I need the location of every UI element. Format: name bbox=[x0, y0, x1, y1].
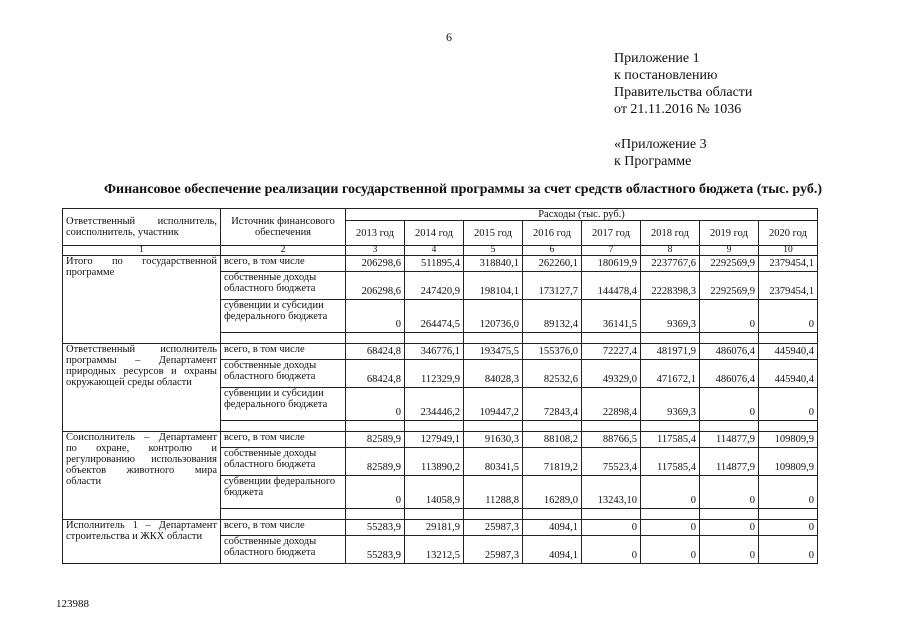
value-cell: 264474,5 bbox=[405, 300, 464, 333]
value-cell: 193475,5 bbox=[464, 344, 523, 360]
column-index: 8 bbox=[641, 246, 700, 256]
value-cell: 0 bbox=[641, 536, 700, 564]
value-cell: 0 bbox=[346, 300, 405, 333]
value-cell: 155376,0 bbox=[523, 344, 582, 360]
value-cell: 4094,1 bbox=[523, 536, 582, 564]
document-title: Финансовое обеспечение реализации государственной программы за счет средств областного бюджета (тыс. руб.) bbox=[104, 182, 822, 197]
value-cell: 16289,0 bbox=[523, 476, 582, 509]
year-header: 2014 год bbox=[405, 221, 464, 246]
value-cell: 0 bbox=[582, 536, 641, 564]
spacer-cell bbox=[641, 421, 700, 432]
value-cell: 511895,4 bbox=[405, 256, 464, 272]
spacer-cell bbox=[582, 509, 641, 520]
header-expenses: Расходы (тыс. руб.) bbox=[346, 209, 818, 221]
value-cell: 2228398,3 bbox=[641, 272, 700, 300]
spacer-cell bbox=[523, 333, 582, 344]
value-cell: 82589,9 bbox=[346, 432, 405, 448]
value-cell: 346776,1 bbox=[405, 344, 464, 360]
page-code: 123988 bbox=[56, 598, 89, 610]
value-cell: 318840,1 bbox=[464, 256, 523, 272]
column-index: 6 bbox=[523, 246, 582, 256]
appendix2-line: «Приложение 3 bbox=[614, 137, 707, 152]
column-index: 1 bbox=[63, 246, 221, 256]
value-cell: 89132,4 bbox=[523, 300, 582, 333]
year-header: 2017 год bbox=[582, 221, 641, 246]
spacer-cell bbox=[346, 421, 405, 432]
source-cell: всего, в том числе bbox=[221, 256, 346, 272]
value-cell: 0 bbox=[700, 388, 759, 421]
source-cell: субвенции федерального бюджета bbox=[221, 476, 346, 509]
value-cell: 36141,5 bbox=[582, 300, 641, 333]
value-cell: 0 bbox=[641, 520, 700, 536]
year-header: 2020 год bbox=[759, 221, 818, 246]
value-cell: 0 bbox=[582, 520, 641, 536]
source-cell: всего, в том числе bbox=[221, 344, 346, 360]
value-cell: 127949,1 bbox=[405, 432, 464, 448]
appendix2-line: к Программе bbox=[614, 154, 692, 169]
value-cell: 173127,7 bbox=[523, 272, 582, 300]
value-cell: 0 bbox=[700, 536, 759, 564]
spacer-cell bbox=[582, 333, 641, 344]
value-cell: 445940,4 bbox=[759, 360, 818, 388]
spacer-cell bbox=[346, 509, 405, 520]
appendix-line: Правительства области bbox=[614, 85, 753, 100]
value-cell: 112329,9 bbox=[405, 360, 464, 388]
value-cell: 55283,9 bbox=[346, 520, 405, 536]
value-cell: 13243,10 bbox=[582, 476, 641, 509]
value-cell: 72843,4 bbox=[523, 388, 582, 421]
value-cell: 71819,2 bbox=[523, 448, 582, 476]
column-index: 2 bbox=[221, 246, 346, 256]
year-header: 2019 год bbox=[700, 221, 759, 246]
value-cell: 0 bbox=[641, 476, 700, 509]
value-cell: 2379454,1 bbox=[759, 256, 818, 272]
spacer-cell bbox=[700, 509, 759, 520]
column-index: 3 bbox=[346, 246, 405, 256]
value-cell: 0 bbox=[759, 536, 818, 564]
value-cell: 0 bbox=[346, 388, 405, 421]
column-index: 7 bbox=[582, 246, 641, 256]
value-cell: 144478,4 bbox=[582, 272, 641, 300]
value-cell: 29181,9 bbox=[405, 520, 464, 536]
year-header: 2013 год bbox=[346, 221, 405, 246]
value-cell: 13212,5 bbox=[405, 536, 464, 564]
spacer-cell bbox=[346, 333, 405, 344]
value-cell: 180619,9 bbox=[582, 256, 641, 272]
value-cell: 4094,1 bbox=[523, 520, 582, 536]
spacer-cell bbox=[405, 333, 464, 344]
column-index: 4 bbox=[405, 246, 464, 256]
spacer-cell bbox=[759, 421, 818, 432]
value-cell: 2292569,9 bbox=[700, 256, 759, 272]
value-cell: 113890,2 bbox=[405, 448, 464, 476]
page-number: 6 bbox=[446, 30, 452, 44]
executor-cell: Соисполнитель – Департамент по охране, контролю и регулированию использования объектов животного мира области bbox=[63, 432, 221, 520]
source-cell: субвенции и субсидии федерального бюджета bbox=[221, 300, 346, 333]
value-cell: 109809,9 bbox=[759, 432, 818, 448]
value-cell: 109809,9 bbox=[759, 448, 818, 476]
spacer-cell bbox=[641, 509, 700, 520]
value-cell: 0 bbox=[759, 300, 818, 333]
table-row bbox=[63, 432, 818, 448]
source-cell: собственные доходы областного бюджета bbox=[221, 272, 346, 300]
value-cell: 84028,3 bbox=[464, 360, 523, 388]
spacer-cell bbox=[221, 333, 346, 344]
value-cell: 25987,3 bbox=[464, 520, 523, 536]
value-cell: 0 bbox=[700, 520, 759, 536]
appendix2-header bbox=[614, 136, 707, 170]
value-cell: 75523,4 bbox=[582, 448, 641, 476]
value-cell: 2237767,6 bbox=[641, 256, 700, 272]
value-cell: 114877,9 bbox=[700, 448, 759, 476]
value-cell: 481971,9 bbox=[641, 344, 700, 360]
table-row bbox=[63, 520, 818, 536]
value-cell: 2379454,1 bbox=[759, 272, 818, 300]
value-cell: 206298,6 bbox=[346, 272, 405, 300]
header-source: Источник финансового обеспечения bbox=[221, 209, 346, 246]
value-cell: 25987,3 bbox=[464, 536, 523, 564]
value-cell: 14058,9 bbox=[405, 476, 464, 509]
value-cell: 82532,6 bbox=[523, 360, 582, 388]
value-cell: 22898,4 bbox=[582, 388, 641, 421]
spacer-cell bbox=[700, 333, 759, 344]
source-cell: собственные доходы областного бюджета bbox=[221, 448, 346, 476]
year-header: 2016 год bbox=[523, 221, 582, 246]
source-cell: собственные доходы областного бюджета bbox=[221, 360, 346, 388]
year-header: 2015 год bbox=[464, 221, 523, 246]
value-cell: 486076,4 bbox=[700, 360, 759, 388]
table-body bbox=[63, 256, 818, 564]
value-cell: 0 bbox=[759, 476, 818, 509]
executor-cell: Итого по государственной программе bbox=[63, 256, 221, 344]
appendix-header bbox=[614, 50, 752, 118]
value-cell: 68424,8 bbox=[346, 360, 405, 388]
source-cell: всего, в том числе bbox=[221, 520, 346, 536]
column-index: 5 bbox=[464, 246, 523, 256]
index-header-row bbox=[63, 246, 818, 256]
spacer-cell bbox=[759, 509, 818, 520]
source-cell: субвенции и субсидии федерального бюджета bbox=[221, 388, 346, 421]
value-cell: 486076,4 bbox=[700, 344, 759, 360]
value-cell: 0 bbox=[759, 388, 818, 421]
spacer-cell bbox=[464, 421, 523, 432]
value-cell: 88108,2 bbox=[523, 432, 582, 448]
value-cell: 117585,4 bbox=[641, 432, 700, 448]
appendix-line: Приложение 1 bbox=[614, 51, 700, 66]
value-cell: 445940,4 bbox=[759, 344, 818, 360]
value-cell: 9369,3 bbox=[641, 388, 700, 421]
value-cell: 117585,4 bbox=[641, 448, 700, 476]
value-cell: 198104,1 bbox=[464, 272, 523, 300]
value-cell: 55283,9 bbox=[346, 536, 405, 564]
value-cell: 80341,5 bbox=[464, 448, 523, 476]
value-cell: 0 bbox=[759, 520, 818, 536]
value-cell: 0 bbox=[700, 300, 759, 333]
spacer-cell bbox=[523, 421, 582, 432]
column-index: 10 bbox=[759, 246, 818, 256]
value-cell: 49329,0 bbox=[582, 360, 641, 388]
appendix-line: от 21.11.2016 № 1036 bbox=[614, 102, 742, 117]
value-cell: 2292569,9 bbox=[700, 272, 759, 300]
value-cell: 72227,4 bbox=[582, 344, 641, 360]
spacer-cell bbox=[523, 509, 582, 520]
value-cell: 247420,9 bbox=[405, 272, 464, 300]
value-cell: 234446,2 bbox=[405, 388, 464, 421]
spacer-cell bbox=[582, 421, 641, 432]
appendix-line: к постановлению bbox=[614, 68, 718, 83]
value-cell: 88766,5 bbox=[582, 432, 641, 448]
spacer-cell bbox=[221, 509, 346, 520]
value-cell: 206298,6 bbox=[346, 256, 405, 272]
finance-table bbox=[62, 208, 818, 564]
spacer-cell bbox=[641, 333, 700, 344]
executor-cell: Исполнитель 1 – Департамент строительства и ЖКХ области bbox=[63, 520, 221, 564]
spacer-cell bbox=[759, 333, 818, 344]
spacer-cell bbox=[405, 421, 464, 432]
value-cell: 109447,2 bbox=[464, 388, 523, 421]
column-index: 9 bbox=[700, 246, 759, 256]
value-cell: 114877,9 bbox=[700, 432, 759, 448]
header-executor: Ответственный исполнитель, соисполнитель, участник bbox=[63, 209, 221, 246]
value-cell: 9369,3 bbox=[641, 300, 700, 333]
value-cell: 471672,1 bbox=[641, 360, 700, 388]
spacer-cell bbox=[464, 509, 523, 520]
value-cell: 91630,3 bbox=[464, 432, 523, 448]
value-cell: 120736,0 bbox=[464, 300, 523, 333]
table-row bbox=[63, 256, 818, 272]
value-cell: 0 bbox=[346, 476, 405, 509]
year-header: 2018 год bbox=[641, 221, 700, 246]
spacer-cell bbox=[464, 333, 523, 344]
value-cell: 82589,9 bbox=[346, 448, 405, 476]
spacer-cell bbox=[221, 421, 346, 432]
spacer-cell bbox=[405, 509, 464, 520]
executor-cell: Ответственный исполнитель программы – Департамент природных ресурсов и охраны окружающей среды области bbox=[63, 344, 221, 432]
value-cell: 11288,8 bbox=[464, 476, 523, 509]
value-cell: 68424,8 bbox=[346, 344, 405, 360]
spacer-cell bbox=[700, 421, 759, 432]
value-cell: 0 bbox=[700, 476, 759, 509]
table-row bbox=[63, 344, 818, 360]
source-cell: всего, в том числе bbox=[221, 432, 346, 448]
source-cell: собственные доходы областного бюджета bbox=[221, 536, 346, 564]
value-cell: 262260,1 bbox=[523, 256, 582, 272]
